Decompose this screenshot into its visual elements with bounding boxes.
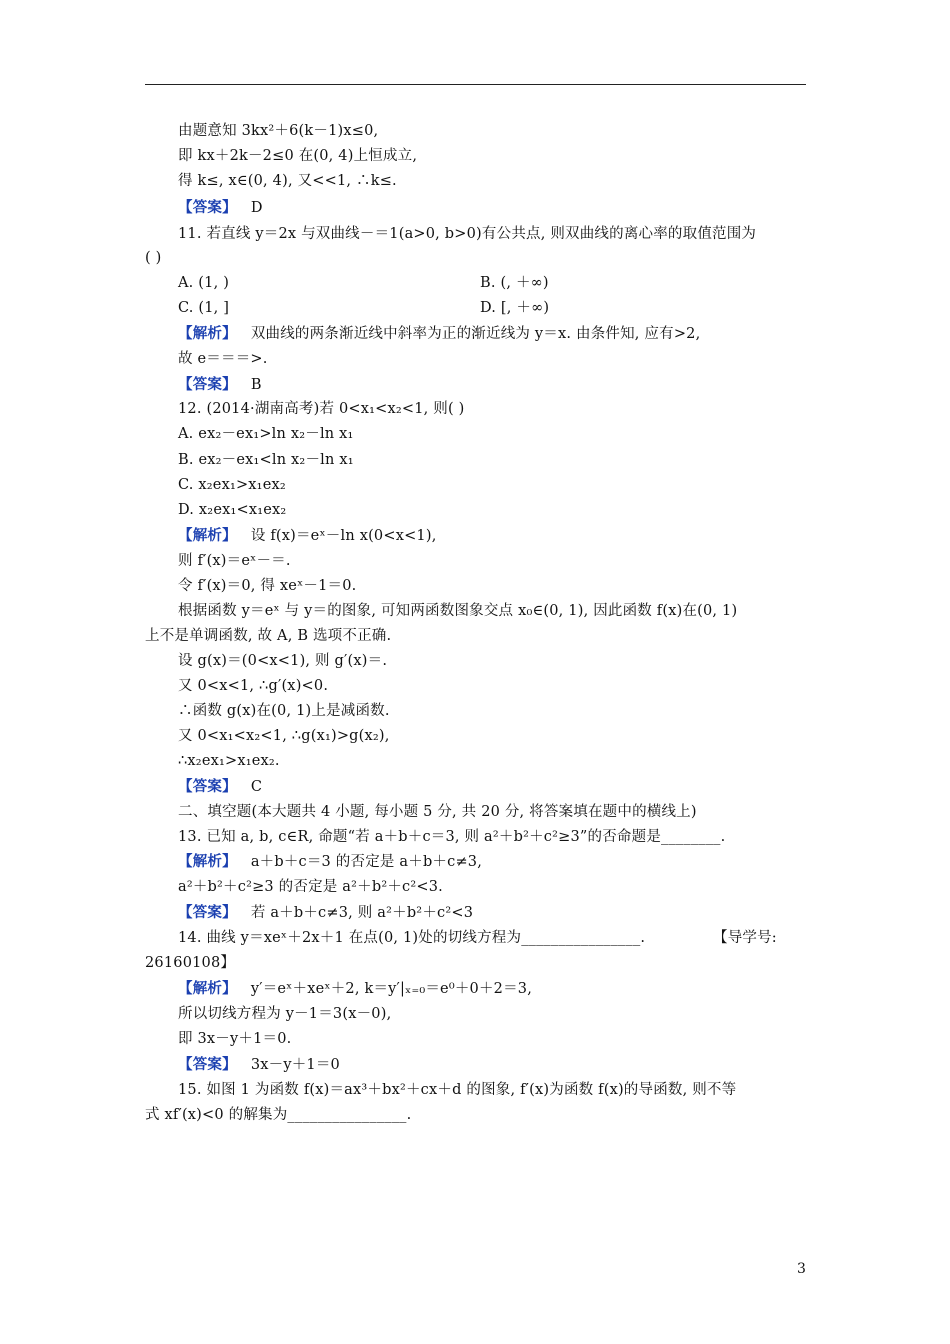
text-line (178, 701, 390, 721)
answer-tag: 【解析】 (178, 980, 237, 997)
text-line (480, 298, 549, 318)
line-text: 若 a＋b＋c≠3, 则 a²＋b²＋c²<3 (250, 905, 474, 921)
text-line (178, 1004, 391, 1024)
line-text: 设 g(x)＝(0<x<1), 则 g′(x)＝. (178, 653, 388, 669)
text-line (178, 777, 262, 797)
text-line (178, 877, 443, 897)
line-text: 13. 已知 a, b, c∈R, 命题“若 a＋b＋c＝3, 则 a²＋b²＋c²≥3”的否命题是________. (178, 829, 726, 845)
line-text: 14. 曲线 y＝xeˣ＋2x＋1 在点(0, 1)处的切线方程为________________. (178, 930, 646, 946)
line-text: D. [, ＋∞) (480, 300, 550, 316)
text-line (178, 224, 756, 244)
text-line (178, 676, 328, 696)
text-line (178, 349, 268, 369)
line-text: B (250, 377, 262, 393)
text-line (178, 198, 263, 218)
text-line (145, 626, 391, 646)
line-text: 15. 如图 1 为函数 f(x)＝ax³＋bx²＋cx＋d 的图象, f′(x)为函数 f(x)的导函数, 则不等 (178, 1082, 737, 1098)
line-text: 故 e＝＝＝>. (178, 351, 268, 367)
line-text: 二、填空题(本大题共 4 小题, 每小题 5 分, 共 20 分, 将答案填在题中的横线上) (178, 804, 697, 820)
line-text: 12. (2014·湖南高考)若 0<x₁<x₂<1, 则( ) (178, 401, 465, 417)
text-line (178, 903, 473, 923)
line-text: 又 0<x₁<x₂<1, ∴g(x₁)>g(x₂), (178, 728, 390, 744)
answer-tag: 【解析】 (178, 527, 237, 544)
text-line (178, 146, 417, 166)
text-line (178, 601, 737, 621)
text-line (178, 726, 390, 746)
text-line (178, 979, 532, 999)
text-line (178, 551, 291, 571)
line-text: 所以切线方程为 y－1＝3(x－0), (178, 1006, 392, 1022)
line-text: C. x₂ex₁>x₁ex₂ (178, 477, 286, 493)
page-number: 3 (797, 1261, 806, 1277)
line-text: A. (1, ) (178, 275, 230, 291)
line-text: 根据函数 y＝eˣ 与 y＝的图象, 可知两函数图象交点 x₀∈(0, 1), 因此函数 f(x)在(0, 1) (178, 603, 738, 619)
text-line (178, 827, 725, 847)
text-line (713, 928, 777, 948)
line-text: 式 xf′(x)<0 的解集为________________. (145, 1107, 412, 1123)
line-text: ∴x₂ex₁>x₁ex₂. (178, 753, 280, 769)
line-text: 11. 若直线 y＝2x 与双曲线－＝1(a>0, b>0)有公共点, 则双曲线的离心率的取值范围为 (178, 226, 757, 242)
line-text: 即 3x－y＋1＝0. (178, 1031, 292, 1047)
text-line (178, 273, 229, 293)
line-text: A. ex₂－ex₁>ln x₂－ln x₁ (178, 426, 354, 442)
line-text: 双曲线的两条渐近线中斜率为正的渐近线为 y＝x. 由条件知, 应有>2, (250, 326, 701, 342)
text-line (145, 248, 162, 268)
line-text: a²＋b²＋c²≥3 的否定是 a²＋b²＋c²<3. (178, 879, 443, 895)
text-line (178, 576, 356, 596)
text-line (178, 375, 262, 395)
text-line (178, 500, 286, 520)
answer-tag: 【答案】 (178, 904, 237, 921)
line-text: B. ex₂－ex₁<ln x₂－ln x₁ (178, 452, 354, 468)
text-line (178, 928, 645, 948)
text-line (178, 450, 354, 470)
line-text: D (250, 200, 263, 216)
answer-tag: 【答案】 (178, 1056, 237, 1073)
answer-tag: 【答案】 (178, 376, 237, 393)
header-rule (145, 84, 806, 85)
text-line (178, 171, 397, 191)
text-line (178, 751, 280, 771)
line-text: ( ) (145, 250, 162, 266)
answer-tag: 【答案】 (178, 199, 237, 216)
text-line (178, 1055, 340, 1075)
line-text: 又 0<x<1, ∴g′(x)<0. (178, 678, 329, 694)
line-text: 得 k≤, x∈(0, 4), 又<<1, ∴k≤. (178, 173, 397, 189)
line-text: 由题意知 3kx²＋6(k－1)x≤0, (178, 123, 379, 139)
text-line (145, 953, 235, 973)
line-text: D. x₂ex₁<x₁ex₂ (178, 502, 287, 518)
line-text: B. (, ＋∞) (480, 275, 549, 291)
line-text: 3x－y＋1＝0 (250, 1057, 340, 1073)
text-line (178, 1029, 291, 1049)
line-text: 26160108】 (145, 955, 236, 971)
answer-tag: 【解析】 (178, 325, 237, 342)
text-line (178, 852, 482, 872)
text-line (178, 324, 700, 344)
text-line (178, 475, 286, 495)
text-line (178, 1080, 736, 1100)
text-line (178, 802, 697, 822)
text-line (480, 273, 549, 293)
text-line (145, 1105, 411, 1125)
text-line (178, 651, 387, 671)
line-text: 则 f′(x)＝eˣ－＝. (178, 553, 291, 569)
line-text: 令 f′(x)＝0, 得 xeˣ－1＝0. (178, 578, 357, 594)
text-line (178, 399, 465, 419)
line-text: ∴函数 g(x)在(0, 1)上是减函数. (178, 703, 390, 719)
line-text: 【导学号: (713, 930, 777, 946)
line-text: 上不是单调函数, 故 A, B 选项不正确. (145, 628, 392, 644)
line-text: y′＝eˣ＋xeˣ＋2, k＝y′|ₓ₌₀＝e⁰＋0＋2＝3, (250, 981, 533, 997)
text-line (178, 424, 354, 444)
text-line (178, 526, 437, 546)
line-text: a＋b＋c＝3 的否定是 a＋b＋c≠3, (250, 854, 483, 870)
line-text: C. (1, ] (178, 300, 230, 316)
answer-tag: 【答案】 (178, 778, 237, 795)
line-text: 即 kx＋2k－2≤0 在(0, 4)上恒成立, (178, 148, 418, 164)
line-text: C (250, 779, 263, 795)
text-line (178, 121, 378, 141)
line-text: 设 f(x)＝eˣ－ln x(0<x<1), (250, 528, 437, 544)
text-line (178, 298, 229, 318)
answer-tag: 【解析】 (178, 853, 237, 870)
